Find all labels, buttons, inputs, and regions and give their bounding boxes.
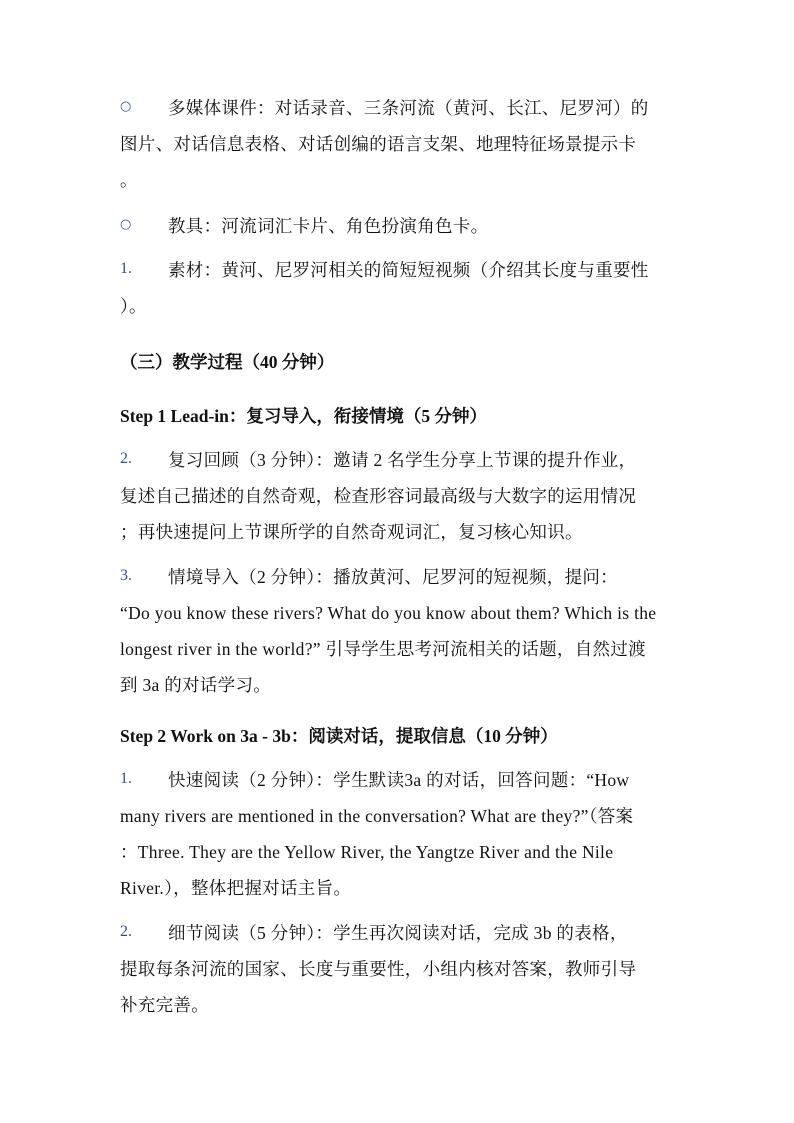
paragraph-text: 情境导入（2 分钟）：播放黄河、尼罗河的短视频，提问： “Do you know these rivers? What do you know about them? Which is the longest river in the world?” 引导学生思考河流相关的话题，自然过渡 到 3a 的对话学习。 — [120, 567, 657, 695]
paragraph-text: 细节阅读（5 分钟）：学生再次阅读对话，完成 3b 的表格， 提取每条河流的国家、长度与重要性，小组内核对答案，教师引导 补充完善。 — [120, 923, 637, 1015]
list-bullet: ○ — [120, 217, 132, 232]
list-number: 3. — [120, 567, 132, 584]
paragraph-text: 复习回顾（3 分钟）：邀请 2 名学生分享上节课的提升作业， 复述自己描述的自然奇观，检查形容词最高级与大数字的运用情况 ；再快速提问上节课所学的自然奇观词汇，复习核心知识。 — [120, 450, 637, 542]
list-item — [0, 90, 794, 200]
paragraph-text: 素材：黄河、尼罗河相关的简短短视频（介绍其长度与重要性 ）。 — [120, 260, 649, 316]
list-bullet: ○ — [120, 99, 132, 114]
list-number: 2. — [120, 923, 132, 940]
list-item — [0, 252, 794, 324]
paragraph-text: 教具：河流词汇卡片、角色扮演角色卡。 — [168, 216, 489, 236]
step2-heading: Step 2 Work on 3a - 3b：阅读对话，提取信息（10 分钟） — [120, 726, 558, 746]
step1-heading: Step 1 Lead-in：复习导入，衔接情境（5 分钟） — [120, 406, 488, 426]
list-item — [0, 442, 794, 550]
list-number: 2. — [120, 450, 132, 467]
list-number: 1. — [120, 770, 132, 787]
list-item — [0, 915, 794, 1023]
paragraph-text: 快速阅读（2 分钟）：学生默读3a 的对话，回答问题：“How many rivers are mentioned in the conversation? What are they?”（答案 ：Three. They are the Yellow River, the Yangtze River and the Nile River.），整体把握对话主旨。 — [120, 770, 634, 898]
list-item — [0, 762, 794, 906]
paragraph-text: 多媒体课件：对话录音、三条河流（黄河、长江、尼罗河）的 图片、对话信息表格、对话创编的语言支架、地理特征场景提示卡 。 — [120, 98, 649, 190]
list-number: 1. — [120, 260, 132, 277]
list-item — [0, 559, 794, 703]
list-item — [0, 208, 794, 244]
section-heading: （三）教学过程（40 分钟） — [120, 352, 335, 372]
